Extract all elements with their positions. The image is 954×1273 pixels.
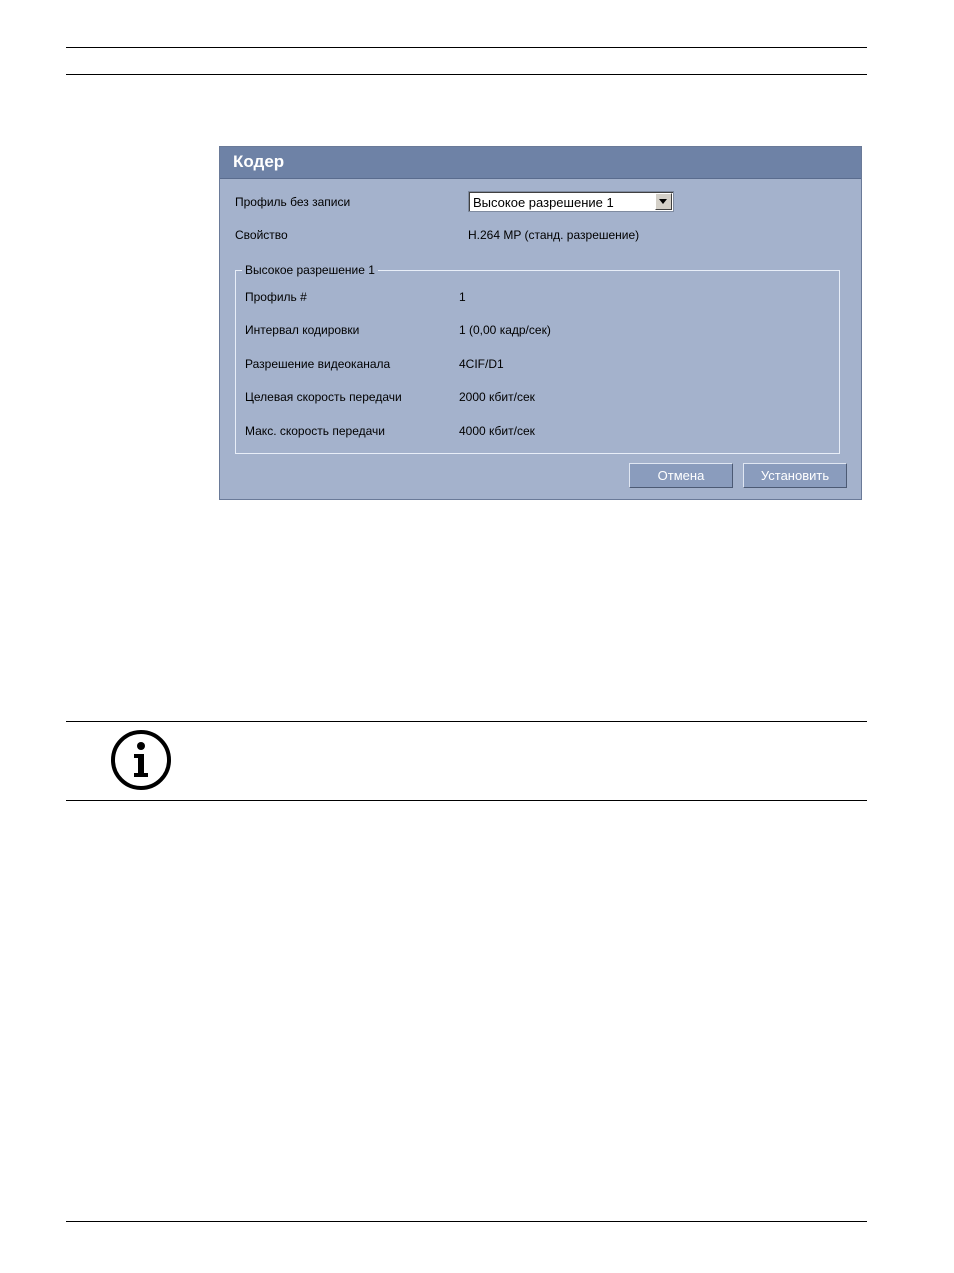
max-bitrate-value: 4000 кбит/сек <box>459 424 535 438</box>
cancel-button[interactable]: Отмена <box>629 463 733 488</box>
info-icon <box>110 729 172 791</box>
note-rule-top <box>66 721 867 722</box>
video-resolution-label: Разрешение видеоканала <box>245 357 391 371</box>
footer-rule <box>66 1221 867 1222</box>
target-bitrate-value: 2000 кбит/сек <box>459 390 535 404</box>
property-label: Свойство <box>235 228 288 242</box>
property-value: H.264 MP (станд. разрешение) <box>468 228 640 242</box>
panel-title: Кодер <box>233 152 285 171</box>
target-bitrate-label: Целевая скорость передачи <box>245 390 402 404</box>
encoding-interval-value: 1 (0,00 кадр/сек) <box>459 323 551 337</box>
non-recording-profile-label: Профиль без записи <box>235 195 351 209</box>
non-recording-profile-select[interactable] <box>468 191 674 212</box>
note-rule-bottom <box>66 800 867 801</box>
chevron-down-icon[interactable] <box>655 193 672 210</box>
header-rule-top <box>66 47 867 48</box>
profile-number-label: Профиль # <box>245 290 307 304</box>
set-button[interactable]: Установить <box>743 463 847 488</box>
encoding-interval-label: Интервал кодировки <box>245 323 360 337</box>
panel-header <box>220 147 861 179</box>
video-resolution-value: 4CIF/D1 <box>459 357 504 371</box>
group-legend: Высокое разрешение 1 <box>242 263 378 277</box>
header-rule-bottom <box>66 74 867 75</box>
max-bitrate-label: Макс. скорость передачи <box>245 424 385 438</box>
encoder-panel <box>219 146 862 500</box>
select-value: Высокое разрешение 1 <box>473 195 614 210</box>
profile-group <box>235 263 840 454</box>
profile-number-value: 1 <box>459 290 466 304</box>
